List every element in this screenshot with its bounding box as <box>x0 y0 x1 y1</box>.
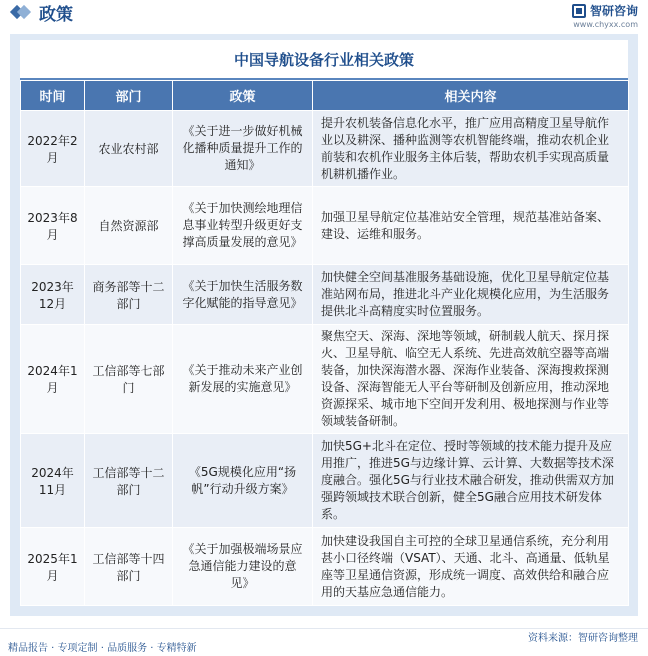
cell-time: 2025年1月 <box>21 528 85 606</box>
cell-content: 加快5G+北斗在定位、授时等领域的技术能力提升及应用推广，推进5G与边缘计算、云计算、大数据等技术深度融合。强化5G与行业技术融合研发，推动供需双方加强跨领域技术联合创新，健全5G融合应用技术研发体系。 <box>313 434 629 528</box>
cell-dept: 工信部等十二部门 <box>85 434 173 528</box>
policy-panel <box>10 34 638 616</box>
column-header-content: 相关内容 <box>313 81 629 111</box>
cell-time: 2023年8月 <box>21 187 85 265</box>
table-title: 中国导航设备行业相关政策 <box>20 40 628 80</box>
column-header-time: 时间 <box>21 81 85 111</box>
footer-slogan: 精品报告 · 专项定制 · 品质服务 · 专精特新 <box>8 643 197 654</box>
cell-dept: 农业农村部 <box>85 111 173 187</box>
cell-content: 聚焦空天、深海、深地等领域，研制载人航天、探月探火、卫星导航、临空无人系统、先进高效航空器等高端装备，加快深海潜水器、深海作业装备、深海搜救探测设备、深海智能无人平台等研制及创新应用，推动深地资源探采、城市地下空间开发利用、极地探测与作业等领域装备研制。 <box>313 325 629 434</box>
brand-url: www.chyxx.com <box>573 20 638 29</box>
cell-policy: 《关于加快测绘地理信息事业转型升级更好支撑高质量发展的意见》 <box>173 187 313 265</box>
cell-dept: 工信部等七部门 <box>85 325 173 434</box>
footer-source: 资料来源：智研咨询整理 <box>528 633 638 644</box>
table-row <box>21 265 629 325</box>
cell-content: 加强卫星导航定位基准站安全管理，规范基准站备案、建设、运维和服务。 <box>313 187 629 265</box>
cell-time: 2024年1月 <box>21 325 85 434</box>
table-row <box>21 187 629 265</box>
cell-dept: 工信部等十四部门 <box>85 528 173 606</box>
cell-time: 2024年11月 <box>21 434 85 528</box>
cell-policy: 《5G规模化应用“扬帆”行动升级方案》 <box>173 434 313 528</box>
table-row <box>21 434 629 528</box>
cell-content: 加快建设我国自主可控的全球卫星通信系统，充分利用甚小口径终端（VSAT）、天通、北斗、高通量、低轨星座等卫星通信资源，形成统一调度、高效供给和融合应用的天基应急通信能力。 <box>313 528 629 606</box>
cell-content: 加快健全空间基准服务基础设施，优化卫星导航定位基准站网布局，推进北斗产业化规模化应用，为生活服务提供北斗高精度实时位置服务。 <box>313 265 629 325</box>
page-title: 政策 <box>39 4 73 25</box>
column-header-policy: 政策 <box>173 81 313 111</box>
cell-policy: 《关于加快生活服务数字化赋能的指导意见》 <box>173 265 313 325</box>
policy-table <box>20 80 629 606</box>
cell-policy: 《关于推动未来产业创新发展的实施意见》 <box>173 325 313 434</box>
brand-logo <box>572 2 638 19</box>
cell-policy: 《关于进一步做好机械化播种质量提升工作的通知》 <box>173 111 313 187</box>
table-row <box>21 528 629 606</box>
column-header-dept: 部门 <box>85 81 173 111</box>
cell-dept: 商务部等十二部门 <box>85 265 173 325</box>
brand-logo-icon <box>572 4 586 18</box>
footer <box>0 628 648 656</box>
table-header-row <box>21 81 629 111</box>
cell-dept: 自然资源部 <box>85 187 173 265</box>
table-row <box>21 111 629 187</box>
cell-content: 提升农机装备信息化水平，推广应用高精度卫星导航作业以及耕深、播种监测等农机智能终端，推动农机企业前装和农机作业服务主体后装，帮助农机手实现高质量机耕机播作业。 <box>313 111 629 187</box>
top-bar <box>0 0 648 28</box>
cell-policy: 《关于加强极端场景应急通信能力建设的意见》 <box>173 528 313 606</box>
cell-time: 2023年12月 <box>21 265 85 325</box>
cell-time: 2022年2月 <box>21 111 85 187</box>
brand-name: 智研咨询 <box>589 4 638 18</box>
section-header <box>0 0 120 24</box>
table-row <box>21 325 629 434</box>
